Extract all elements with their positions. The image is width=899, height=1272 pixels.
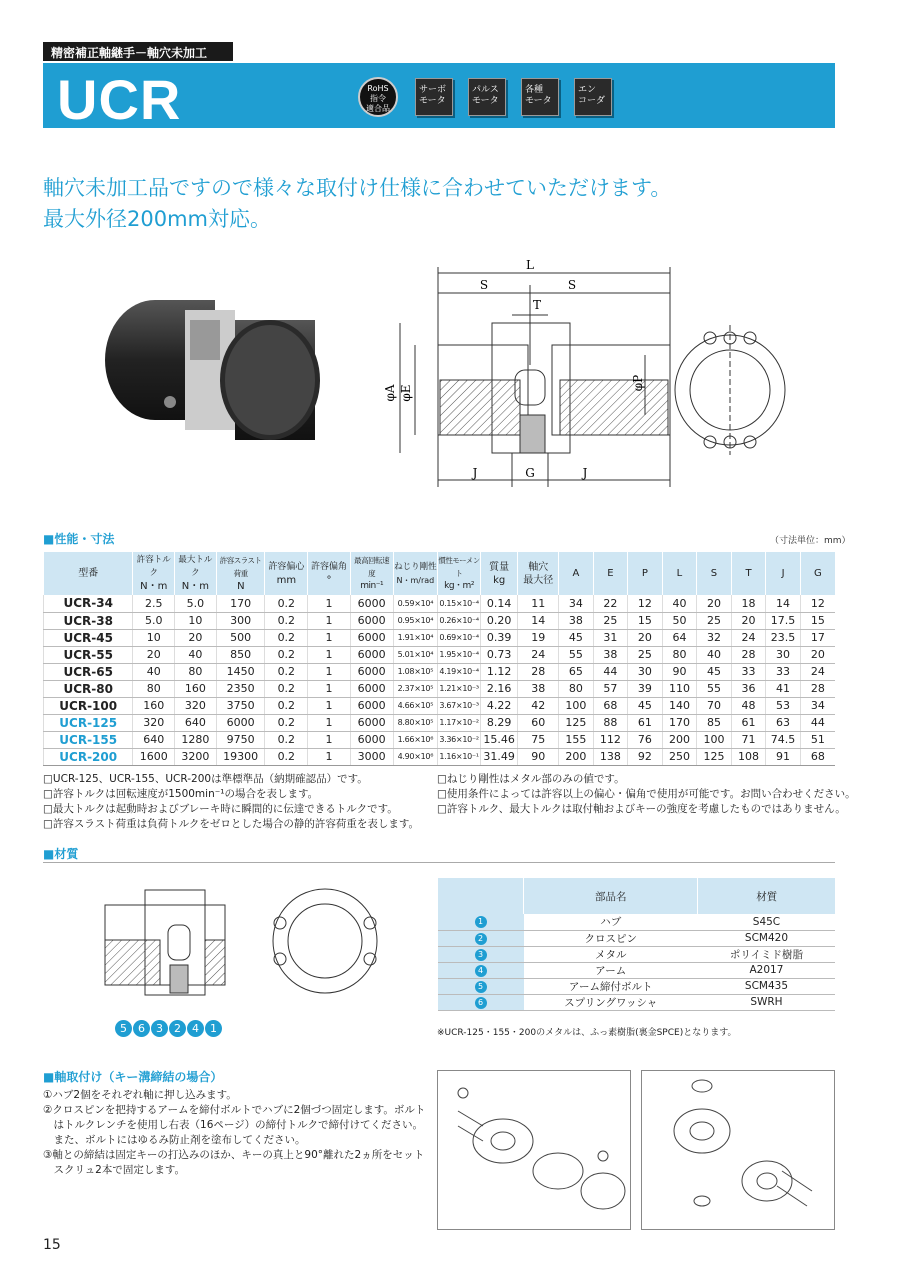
material-row <box>438 978 836 994</box>
spec-cell: 33 <box>766 663 801 680</box>
spec-cell: 0.14 <box>480 595 518 612</box>
spec-cell: 80 <box>662 646 697 663</box>
spec-cell: 80 <box>175 663 217 680</box>
material-num-cell <box>438 994 524 1010</box>
spec-cell: 1.66×10⁶ <box>393 731 438 748</box>
spec-cell: 15 <box>628 612 663 629</box>
spec-cell: 25 <box>697 612 732 629</box>
spec-cell: 15 <box>800 612 835 629</box>
spec-cell: 34 <box>800 697 835 714</box>
spec-cell: 20 <box>628 629 663 646</box>
spec-cell: 160 <box>133 697 175 714</box>
spec-cell: 88 <box>593 714 628 731</box>
spec-cell: 6000 <box>350 680 393 697</box>
spec-cell: 17.5 <box>766 612 801 629</box>
spec-cell: 0.2 <box>265 748 308 765</box>
spec-cell: 71 <box>731 731 766 748</box>
title-band <box>43 63 835 131</box>
spec-cell: 45 <box>697 663 732 680</box>
spec-cell: 3.36×10⁻² <box>438 731 481 748</box>
spec-cell: 20 <box>731 612 766 629</box>
spec-cell: 6000 <box>350 595 393 612</box>
spec-cell: 125 <box>697 748 732 765</box>
col-J: J <box>766 552 801 595</box>
spec-cell: 42 <box>518 697 559 714</box>
dim-J-right: J <box>582 466 588 480</box>
spec-cell: 4.66×10⁵ <box>393 697 438 714</box>
material-num-cell <box>438 914 524 930</box>
spec-cell: 8.80×10⁵ <box>393 714 438 731</box>
spec-cell: 1.21×10⁻³ <box>438 680 481 697</box>
spec-cell: 65 <box>559 663 594 680</box>
col-eccentric: 許容偏心 mm <box>265 552 308 595</box>
lead-line-1: 軸穴未加工品ですので様々な取付け仕様に合わせていただけます。 <box>43 176 672 200</box>
spec-model-cell: UCR-155 <box>44 731 133 748</box>
spec-cell: 11 <box>518 595 559 612</box>
part-number-badge: 1 <box>475 916 487 928</box>
badge-various-motor: 各種 モータ <box>521 78 559 116</box>
spec-row <box>44 629 836 646</box>
part-number-badge: 4 <box>475 965 487 977</box>
dim-L: L <box>526 258 534 272</box>
spec-cell: 2.16 <box>480 680 518 697</box>
spec-model-cell: UCR-200 <box>44 748 133 765</box>
col-G: G <box>800 552 835 595</box>
spec-heading: ■性能・寸法 <box>43 532 115 546</box>
callout-3: 3 <box>151 1020 168 1037</box>
spec-cell: 6000 <box>350 612 393 629</box>
spec-cell: 6000 <box>350 646 393 663</box>
notes-right: □ねじり剛性はメタル部のみの値です。 □使用条件によっては許容以上の偏心・偏角で使用が可能です。お問い合わせください。 □許容トルク、最大トルクは取付軸およびキーの強度を考慮したものではありません。 <box>437 773 856 815</box>
dim-P: φP <box>631 374 645 392</box>
spec-cell: 1 <box>308 748 351 765</box>
spec-cell: 1.95×10⁻⁴ <box>438 646 481 663</box>
spec-cell: 1 <box>308 697 351 714</box>
mat-col-num <box>438 878 524 914</box>
spec-cell: 125 <box>559 714 594 731</box>
part-number-badge: 3 <box>475 949 487 961</box>
spec-cell: 19 <box>518 629 559 646</box>
spec-cell: 500 <box>216 629 265 646</box>
col-E: E <box>593 552 628 595</box>
spec-cell: 64 <box>662 629 697 646</box>
spec-cell: 0.2 <box>265 680 308 697</box>
spec-cell: 22 <box>593 595 628 612</box>
spec-cell: 30 <box>766 646 801 663</box>
spec-cell: 1 <box>308 646 351 663</box>
lead-line-2: 最大外径200mm対応。 <box>43 207 271 231</box>
spec-model-cell: UCR-55 <box>44 646 133 663</box>
spec-cell: 1 <box>308 612 351 629</box>
spec-model-cell: UCR-65 <box>44 663 133 680</box>
spec-cell: 6000 <box>350 663 393 680</box>
spec-cell: 48 <box>731 697 766 714</box>
spec-cell: 320 <box>133 714 175 731</box>
spec-cell: 63 <box>766 714 801 731</box>
col-thrust: 許容スラスト荷重 N <box>216 552 265 595</box>
spec-cell: 10 <box>175 612 217 629</box>
callout-5: 5 <box>115 1020 132 1037</box>
badge-servo-motor: サーボ モータ <box>415 78 453 116</box>
mounting-heading: ■軸取付け（キー溝締結の場合） <box>43 1070 223 1084</box>
spec-cell: 70 <box>697 697 732 714</box>
material-row <box>438 994 836 1010</box>
spec-cell: 5.01×10⁴ <box>393 646 438 663</box>
spec-cell: 5.0 <box>133 612 175 629</box>
spec-cell: 57 <box>593 680 628 697</box>
spec-cell: 40 <box>697 646 732 663</box>
spec-cell: 640 <box>175 714 217 731</box>
spec-cell: 38 <box>593 646 628 663</box>
spec-cell: 200 <box>559 748 594 765</box>
spec-cell: 138 <box>593 748 628 765</box>
mat-col-part: 部品名 <box>524 878 698 914</box>
spec-cell: 45 <box>559 629 594 646</box>
assembly-illustration-1 <box>437 1070 631 1230</box>
spec-cell: 6000 <box>350 629 393 646</box>
spec-row <box>44 731 836 748</box>
spec-cell: 60 <box>518 714 559 731</box>
spec-cell: 108 <box>731 748 766 765</box>
spec-cell: 850 <box>216 646 265 663</box>
material-part-cell: スプリングワッシャ <box>524 994 698 1010</box>
spec-cell: 53 <box>766 697 801 714</box>
spec-cell: 14 <box>518 612 559 629</box>
spec-cell: 90 <box>662 663 697 680</box>
spec-cell: 61 <box>628 714 663 731</box>
spec-cell: 74.5 <box>766 731 801 748</box>
spec-cell: 19300 <box>216 748 265 765</box>
spec-cell: 31 <box>593 629 628 646</box>
dim-S-left: S <box>479 278 489 292</box>
dim-T: T <box>532 298 542 312</box>
spec-cell: 1450 <box>216 663 265 680</box>
spec-cell: 320 <box>175 697 217 714</box>
spec-row <box>44 595 836 612</box>
spec-cell: 1 <box>308 595 351 612</box>
spec-cell: 17 <box>800 629 835 646</box>
spec-cell: 200 <box>662 731 697 748</box>
col-max-torque: 最大トルク N・m <box>175 552 217 595</box>
spec-cell: 1.12 <box>480 663 518 680</box>
product-photo <box>95 290 330 470</box>
spec-cell: 45 <box>628 697 663 714</box>
spec-cell: 0.26×10⁻⁴ <box>438 612 481 629</box>
part-number-badge: 6 <box>475 997 487 1009</box>
spec-cell: 4.90×10⁶ <box>393 748 438 765</box>
spec-cell: 2350 <box>216 680 265 697</box>
spec-cell: 14 <box>766 595 801 612</box>
unit-note: （寸法単位：mm） <box>770 536 851 546</box>
spec-cell: 6000 <box>350 731 393 748</box>
spec-cell: 34 <box>559 595 594 612</box>
spec-row <box>44 612 836 629</box>
spec-cell: 6000 <box>350 714 393 731</box>
notes-left: □UCR-125、UCR-155、UCR-200は準標準品（納期確認品）です。 □許容トルクは回転速度が1500min⁻¹の場合を表します。 □最大トルクは起動時およびブレーキ時に瞬間的に伝達できるトルクです。 □許容スラスト荷重は負荷トルクをゼロとした場合の静的許容荷重を表します。 <box>43 773 420 830</box>
spec-cell: 0.59×10⁴ <box>393 595 438 612</box>
spec-cell: 36 <box>731 680 766 697</box>
part-number-badge: 2 <box>475 933 487 945</box>
material-num-cell <box>438 946 524 962</box>
spec-cell: 3200 <box>175 748 217 765</box>
spec-model-cell: UCR-45 <box>44 629 133 646</box>
material-heading: ■材質 <box>43 847 79 861</box>
spec-cell: 10 <box>133 629 175 646</box>
spec-cell: 1 <box>308 731 351 748</box>
col-max-speed: 最高回転速度 min⁻¹ <box>350 552 393 595</box>
spec-cell: 2.5 <box>133 595 175 612</box>
col-P: P <box>628 552 663 595</box>
spec-cell: 170 <box>216 595 265 612</box>
spec-cell: 3000 <box>350 748 393 765</box>
spec-cell: 30 <box>628 663 663 680</box>
spec-header-row <box>44 552 836 595</box>
spec-cell: 110 <box>662 680 697 697</box>
dimension-drawing <box>380 255 840 495</box>
material-material-cell: S45C <box>698 914 835 930</box>
spec-cell: 32 <box>697 629 732 646</box>
spec-model-cell: UCR-100 <box>44 697 133 714</box>
material-material-cell: A2017 <box>698 962 835 978</box>
spec-cell: 20 <box>175 629 217 646</box>
dim-A: φA <box>383 384 397 402</box>
spec-row <box>44 697 836 714</box>
spec-cell: 20 <box>800 646 835 663</box>
material-row <box>438 962 836 978</box>
col-model: 型番 <box>44 552 133 595</box>
col-mass: 質量 kg <box>480 552 518 595</box>
spec-model-cell: UCR-80 <box>44 680 133 697</box>
spec-cell: 640 <box>133 731 175 748</box>
material-part-cell: メタル <box>524 946 698 962</box>
dim-J-left: J <box>472 466 478 480</box>
material-table <box>437 878 835 1011</box>
spec-cell: 75 <box>518 731 559 748</box>
spec-cell: 100 <box>559 697 594 714</box>
spec-cell: 0.2 <box>265 595 308 612</box>
spec-cell: 76 <box>628 731 663 748</box>
col-bore: 軸穴 最大径 <box>518 552 559 595</box>
material-row <box>438 946 836 962</box>
spec-cell: 0.15×10⁻⁴ <box>438 595 481 612</box>
col-rated-torque: 許容トルク N・m <box>133 552 175 595</box>
material-note: ※UCR-125・155・200のメタルは、ふっ素樹脂(裏金SPCE)となります。 <box>437 1028 737 1038</box>
spec-cell: 24 <box>518 646 559 663</box>
spec-cell: 1.17×10⁻² <box>438 714 481 731</box>
spec-cell: 20 <box>133 646 175 663</box>
spec-cell: 92 <box>628 748 663 765</box>
mounting-steps: ①ハブ2個をそれぞれ軸に押し込みます。 ②クロスピンを把持するアームを締付ボルトでハブに2個づつ固定します。ボルト はトルクレンチを使用し右表（16ページ）の締付トルクで締付けてください。 また、ボルトにはゆるみ防止剤を塗布してください。 ③軸との締結は固定キーの打込みのほか、キーの真上と90°離れた2ヵ所をセット スクリュ2本で固定します。 <box>43 1089 426 1176</box>
material-material-cell: SWRH <box>698 994 835 1010</box>
spec-cell: 25 <box>628 646 663 663</box>
spec-cell: 6000 <box>350 697 393 714</box>
spec-model-cell: UCR-34 <box>44 595 133 612</box>
spec-cell: 51 <box>800 731 835 748</box>
spec-cell: 28 <box>518 663 559 680</box>
part-callouts <box>115 1017 223 1037</box>
spec-cell: 68 <box>800 748 835 765</box>
spec-cell: 3750 <box>216 697 265 714</box>
assembly-illustration-2 <box>641 1070 835 1230</box>
spec-cell: 1.08×10⁵ <box>393 663 438 680</box>
dim-S-right: S <box>567 278 577 292</box>
material-part-cell: クロスピン <box>524 930 698 946</box>
material-part-cell: アーム <box>524 962 698 978</box>
spec-cell: 100 <box>697 731 732 748</box>
spec-row <box>44 646 836 663</box>
part-number-badge: 5 <box>475 981 487 993</box>
spec-cell: 15.46 <box>480 731 518 748</box>
dim-G: G <box>525 466 535 480</box>
material-num-cell <box>438 962 524 978</box>
spec-cell: 0.2 <box>265 731 308 748</box>
material-material-cell: SCM420 <box>698 930 835 946</box>
spec-cell: 44 <box>593 663 628 680</box>
spec-row <box>44 680 836 697</box>
spec-cell: 18 <box>731 595 766 612</box>
spec-cell: 1 <box>308 680 351 697</box>
spec-cell: 24 <box>731 629 766 646</box>
spec-cell: 0.39 <box>480 629 518 646</box>
spec-cell: 38 <box>559 612 594 629</box>
spec-cell: 1.16×10⁻¹ <box>438 748 481 765</box>
spec-cell: 40 <box>133 663 175 680</box>
badge-encoder: エン コーダ <box>574 78 612 116</box>
col-S: S <box>697 552 732 595</box>
material-drawing <box>100 885 390 997</box>
spec-cell: 50 <box>662 612 697 629</box>
spec-model-cell: UCR-38 <box>44 612 133 629</box>
material-row <box>438 930 836 946</box>
spec-cell: 91 <box>766 748 801 765</box>
callout-2: 2 <box>169 1020 186 1037</box>
spec-cell: 31.49 <box>480 748 518 765</box>
spec-cell: 24 <box>800 663 835 680</box>
col-L: L <box>662 552 697 595</box>
spec-cell: 0.2 <box>265 663 308 680</box>
spec-cell: 80 <box>133 680 175 697</box>
material-divider <box>43 862 835 863</box>
spec-row <box>44 714 836 731</box>
spec-cell: 0.69×10⁻⁴ <box>438 629 481 646</box>
spec-cell: 0.2 <box>265 697 308 714</box>
spec-cell: 3.67×10⁻³ <box>438 697 481 714</box>
spec-cell: 1 <box>308 663 351 680</box>
spec-row <box>44 748 836 765</box>
spec-cell: 112 <box>593 731 628 748</box>
material-part-cell: ハブ <box>524 914 698 930</box>
badge-pulse-motor: パルス モータ <box>468 78 506 116</box>
col-inertia: 慣性モーメント kg・m² <box>438 552 481 595</box>
spec-cell: 0.73 <box>480 646 518 663</box>
material-num-cell <box>438 978 524 994</box>
spec-cell: 23.5 <box>766 629 801 646</box>
spec-cell: 9750 <box>216 731 265 748</box>
spec-cell: 8.29 <box>480 714 518 731</box>
spec-cell: 12 <box>800 595 835 612</box>
spec-cell: 85 <box>697 714 732 731</box>
callout-4: 4 <box>187 1020 204 1037</box>
spec-cell: 1280 <box>175 731 217 748</box>
material-row <box>438 914 836 930</box>
spec-cell: 170 <box>662 714 697 731</box>
material-material-cell: SCM435 <box>698 978 835 994</box>
spec-cell: 160 <box>175 680 217 697</box>
spec-cell: 39 <box>628 680 663 697</box>
spec-model-cell: UCR-125 <box>44 714 133 731</box>
category-bar: 精密補正軸継手－軸穴未加工 <box>43 42 233 61</box>
spec-cell: 28 <box>731 646 766 663</box>
spec-cell: 40 <box>662 595 697 612</box>
spec-table <box>43 552 835 766</box>
spec-cell: 40 <box>175 646 217 663</box>
material-material-cell: ポリイミド樹脂 <box>698 946 835 962</box>
dim-E: φE <box>399 384 413 402</box>
callout-6: 6 <box>133 1020 150 1037</box>
spec-cell: 0.2 <box>265 714 308 731</box>
spec-cell: 55 <box>559 646 594 663</box>
spec-cell: 4.22 <box>480 697 518 714</box>
model-title: UCR <box>57 68 182 131</box>
spec-cell: 28 <box>800 680 835 697</box>
spec-cell: 90 <box>518 748 559 765</box>
spec-cell: 41 <box>766 680 801 697</box>
spec-cell: 12 <box>628 595 663 612</box>
spec-cell: 2.37×10⁵ <box>393 680 438 697</box>
spec-cell: 0.2 <box>265 646 308 663</box>
spec-cell: 155 <box>559 731 594 748</box>
spec-cell: 55 <box>697 680 732 697</box>
spec-row <box>44 663 836 680</box>
page-number: 15 <box>43 1237 61 1253</box>
spec-cell: 300 <box>216 612 265 629</box>
spec-cell: 0.2 <box>265 612 308 629</box>
spec-cell: 80 <box>559 680 594 697</box>
spec-cell: 44 <box>800 714 835 731</box>
spec-cell: 1600 <box>133 748 175 765</box>
spec-cell: 5.0 <box>175 595 217 612</box>
spec-cell: 1.91×10⁴ <box>393 629 438 646</box>
spec-cell: 140 <box>662 697 697 714</box>
col-T: T <box>731 552 766 595</box>
spec-cell: 0.20 <box>480 612 518 629</box>
spec-cell: 0.2 <box>265 629 308 646</box>
spec-cell: 1 <box>308 629 351 646</box>
spec-cell: 20 <box>697 595 732 612</box>
spec-cell: 250 <box>662 748 697 765</box>
material-num-cell <box>438 930 524 946</box>
spec-cell: 1 <box>308 714 351 731</box>
col-stiffness: ねじり剛性 N・m/rad <box>393 552 438 595</box>
spec-cell: 38 <box>518 680 559 697</box>
mat-col-material: 材質 <box>698 878 835 914</box>
rohs-badge: RoHS 指令 適合品 <box>358 77 398 117</box>
col-A: A <box>559 552 594 595</box>
spec-cell: 33 <box>731 663 766 680</box>
callout-1: 1 <box>205 1020 222 1037</box>
col-angle: 許容偏角 ° <box>308 552 351 595</box>
spec-cell: 0.95×10⁴ <box>393 612 438 629</box>
spec-cell: 25 <box>593 612 628 629</box>
material-part-cell: アーム締付ボルト <box>524 978 698 994</box>
spec-cell: 4.19×10⁻⁴ <box>438 663 481 680</box>
spec-cell: 61 <box>731 714 766 731</box>
spec-cell: 68 <box>593 697 628 714</box>
spec-cell: 6000 <box>216 714 265 731</box>
